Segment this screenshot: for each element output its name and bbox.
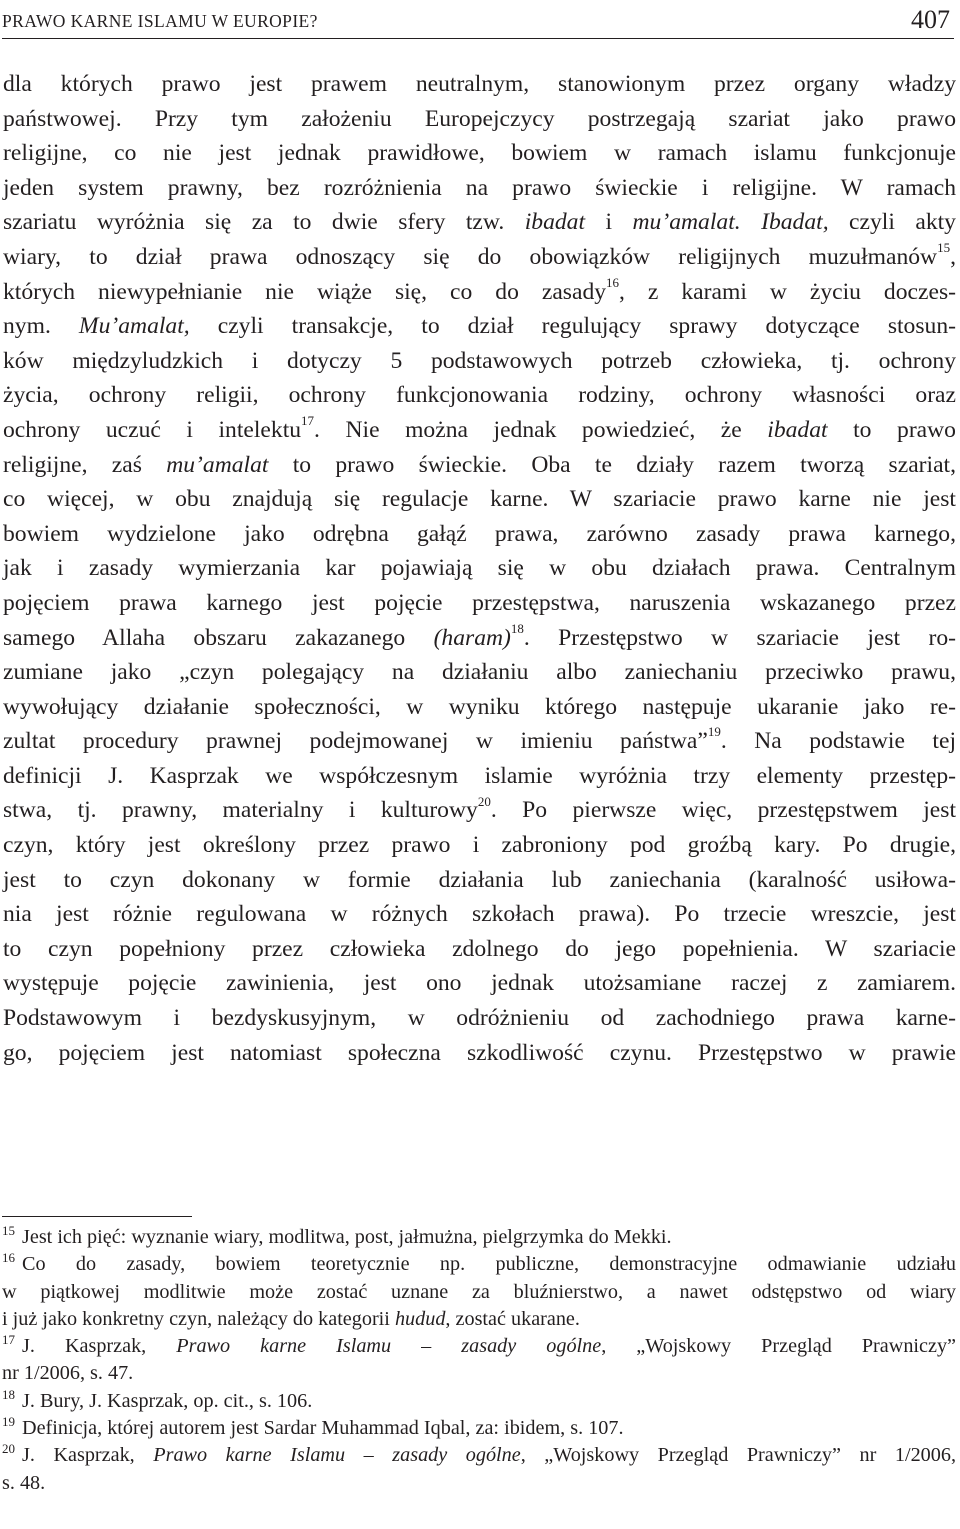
text-line: jest to czyn dokonany w formie działania lub zaniechania (karalność usiłowa- <box>3 866 956 893</box>
text-line: czyn, który jest określony przez prawo i zabroniony pod groźbą kary. Po drugie, <box>3 832 956 859</box>
footnote-number: 18 <box>2 1386 15 1402</box>
text-line: bowiem wydzielone jako odrębna gałąź prawa, zarówno zasady prawa karnego, <box>3 520 956 547</box>
text-line: go, pojęciem jest natomiast społeczna szkodliwość czynu. Przestępstwo w prawie <box>3 1039 956 1066</box>
footnote-line: 15 Jest ich pięć: wyznanie wiary, modlitwa, post, jałmużna, pielgrzymka do Mekki. <box>2 1224 956 1251</box>
footnote-separator <box>2 1216 192 1217</box>
footnote-line: nr 1/2006, s. 47. <box>2 1362 134 1385</box>
running-header <box>2 6 954 39</box>
body-text <box>3 67 956 1070</box>
text-line: jeden system prawny, bez rozróżnienia na prawo świeckie i religijne. W ramach <box>3 174 956 201</box>
footnote-ref-16[interactable]: 16 <box>606 274 620 290</box>
text-line: zumiane jako „czyn polegający na działaniu albo zaniechaniu przeciwko prawu, <box>3 659 956 686</box>
footnote-line: 19 Definicja, której autorem jest Sardar Muhammad Iqbal, za: ibidem, s. 107. <box>2 1415 956 1442</box>
text-line: samego Allaha obszaru zakazanego (haram)$^{18}$. Przestępstwo w szariacie jest ro- <box>3 620 956 651</box>
footnote-ref-20[interactable]: 20 <box>477 793 491 809</box>
text-line: religijne, co nie jest jednak prawidłowe, bowiem w ramach islamu funkcjonuje <box>3 140 956 167</box>
text-line: religijne, zaś mu’amalat to prawo świeckie. Oba te działy razem tworzą szariat, <box>3 451 957 478</box>
text-line: ochrony uczuć i intelektu$^{17}$. Nie można jednak powiedzieć, że ibadat to prawo <box>3 413 956 443</box>
footnote-line: 18 J. Bury, J. Kasprzak, op. cit., s. 106. <box>2 1388 956 1415</box>
footnote-ref-17[interactable]: 17 <box>301 413 315 429</box>
text-line: co więcej, w obu znajdują się regulacje karne. W szariacie prawo karne nie jest <box>3 486 956 513</box>
footnote-line: 17 J. Kasprzak, Prawo karne Islamu – zasady ogólne, „Wojskowy Przegląd Prawniczy” <box>2 1333 956 1360</box>
text-line: Podstawowym i bezdyskusyjnym, w odróżnieniu od zachodniego prawa karne- <box>3 1005 956 1032</box>
footnote-line: i już jako konkretny czyn, należący do kategorii hudud, zostać ukarane. <box>2 1307 580 1330</box>
footnotes <box>2 1224 956 1497</box>
footnote-number: 15 <box>2 1223 15 1238</box>
text-line: zultat procedury prawnej podejmowanej w imieniu państwa”$^{19}$. Na podstawie tej <box>3 724 956 755</box>
page-number: 407 <box>911 5 950 34</box>
text-line: szariatu wyróżnia się za to dwie sfery tzw. ibadat i mu’amalat. Ibadat, czyli akty <box>3 209 956 236</box>
text-line: jak i zasady wymierzania kar pojawiają się w obu działach prawa. Centralnym <box>3 555 956 582</box>
footnote-line: w piątkowej modlitwie może zostać uznane za bluźnierstwo, a nawet odstępstwo od wiary <box>2 1280 956 1303</box>
text-line: życia, ochrony religii, ochrony funkcjonowania rodziny, ochrony własności oraz <box>3 382 956 409</box>
text-line: dla których prawo jest prawem neutralnym, stanowionym przez organy władzy <box>3 71 956 97</box>
text-line: ków międzyludzkich i dotyczy 5 podstawowych potrzeb człowieka, tj. ochrony <box>3 347 956 374</box>
footnote-line: 16 Co do zasady, bowiem teoretycznie np. publiczne, demonstracyjne odmawianie udziału <box>2 1251 956 1278</box>
footnote-line: 20 J. Kasprzak, Prawo karne Islamu – zasady ogólne, „Wojskowy Przegląd Prawniczy” nr 1/2006, <box>2 1442 956 1469</box>
footnote-number: 17 <box>2 1332 15 1348</box>
text-line: pojęciem prawa karnego jest pojęcie przestępstwa, naruszenia wskazanego przez <box>3 589 956 616</box>
footnote-ref-15[interactable]: 15 <box>937 240 951 256</box>
footnote-ref-19[interactable]: 19 <box>707 724 721 740</box>
text-line: wywołujący działanie społeczności, w wyniku którego następuje ukaranie jako re- <box>3 693 956 720</box>
text-line: to czyn popełniony przez człowieka zdolnego do jego popełnienia. W szariacie <box>3 935 956 962</box>
text-line: występuje pojęcie zawinienia, jest ono jednak utożsamiane raczej z zamiarem. <box>3 970 956 997</box>
text-line: stwa, tj. prawny, materialny i kulturowy$^{20}$. Po pierwsze więc, przestępstwem jest <box>3 793 957 824</box>
footnote-ref-18[interactable]: 18 <box>510 620 524 636</box>
text-line: nia jest różnie regulowana w różnych szkołach prawa). Po trzecie wreszcie, jest <box>3 901 956 928</box>
text-line: wiary, to dział prawa odnoszący się do obowiązków religijnych muzułmanów$^{15}$, <box>3 240 956 270</box>
footnote-number: 19 <box>2 1414 15 1430</box>
footnote-number: 20 <box>2 1441 15 1457</box>
running-title: PRAWO KARNE ISLAMU W EUROPIE? <box>2 11 318 31</box>
text-line: których niewypełnianie nie wiąże się, co do zasady$^{16}$, z karami w życiu doczes- <box>3 274 956 305</box>
text-line: definicji J. Kasprzak we współczesnym islamie wyróżnia trzy elementy przestęp- <box>3 762 956 789</box>
text-line: państwowej. Przy tym założeniu Europejczycy postrzegają szariat jako prawo <box>3 105 956 132</box>
footnote-line: s. 48. <box>2 1471 46 1494</box>
text-line: nym. Mu’amalat, czyli transakcje, to dział regulujący sprawy dotyczące stosun- <box>3 313 956 340</box>
footnote-number: 16 <box>2 1250 15 1266</box>
